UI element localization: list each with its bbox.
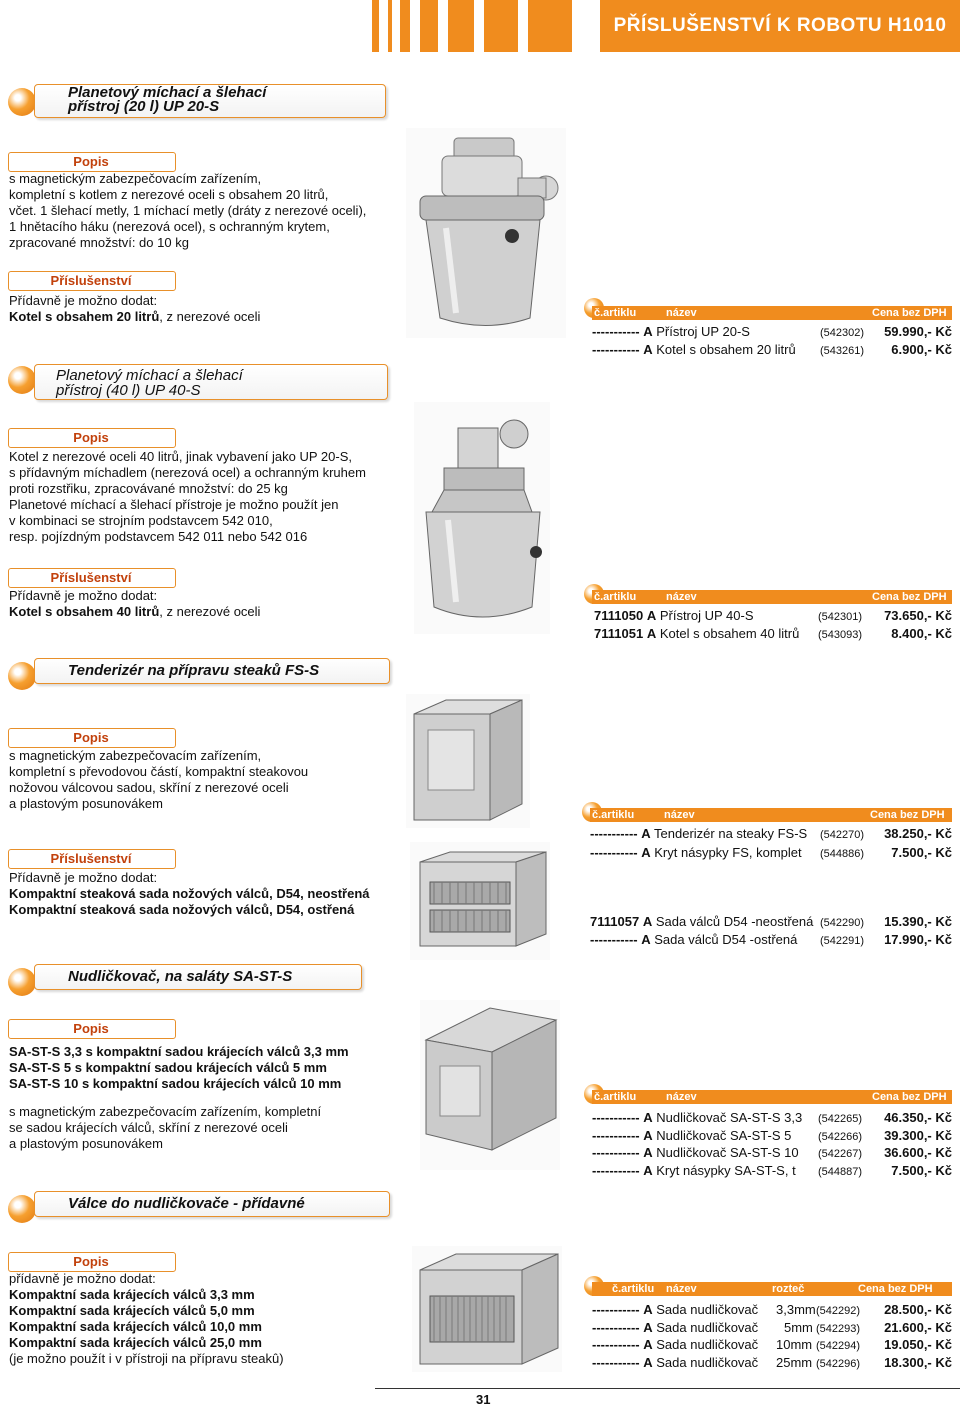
description: s magnetickým zabezpečovacím zařízením, kompletní se sadou krájecích válců, skříní z nerezové oceli a plastovým posunovákem bbox=[9, 1104, 322, 1151]
price-row: 7111057 A Sada válců D54 -neostřená (542290) 15.390,- Kč bbox=[590, 914, 952, 929]
accessory-text: Přídavně je možno dodat: Kotel s obsahem 20 litrů, z nerezové oceli bbox=[9, 293, 261, 324]
slicer-image bbox=[420, 1000, 560, 1170]
blade-set-image bbox=[410, 842, 550, 960]
cutting-rollers-image bbox=[412, 1246, 562, 1372]
mixer-up20-image bbox=[406, 128, 566, 338]
accessory-label: Příslušenství bbox=[50, 273, 132, 288]
section-title: Planetový míchací a šlehací přístroj (20 l) UP 20-S bbox=[68, 84, 267, 115]
price-row: 7111050 A Přístroj UP 40-S (542301) 73.650,- Kč bbox=[594, 608, 952, 623]
section-title: Tenderizér na přípravu steaků FS-S bbox=[68, 662, 320, 679]
popis-label: Popis bbox=[73, 730, 109, 745]
description-models: SA-ST-S 3,3 s kompaktní sadou krájecích válců 3,3 mm SA-ST-S 5 s kompaktní sadou krájecích válců 5 mm SA-ST-S 10 s kompaktní sadou krájecích válců 10 mm bbox=[9, 1044, 349, 1091]
accessory-text: Přídavně je možno dodat: Kompaktní steaková sada nožových válců, D54, neostřená Kompaktní steaková sada nožových válců, D54, ostřená bbox=[9, 870, 370, 917]
price-row: ----------- A Kotel s obsahem 20 litrů (543261) 6.900,- Kč bbox=[592, 342, 952, 357]
price-row: ----------- A Sada nudličkovač 25mm (542296) 18.300,- Kč bbox=[592, 1355, 952, 1370]
price-row: 7111051 A Kotel s obsahem 40 litrů (543093) 8.400,- Kč bbox=[594, 626, 952, 641]
page-number: 31 bbox=[476, 1392, 491, 1407]
accessory-label: Příslušenství bbox=[50, 570, 132, 585]
popis-label: Popis bbox=[73, 154, 109, 169]
tenderizer-image bbox=[406, 694, 530, 828]
price-table-header: č.artiklu název Cena bez DPH bbox=[590, 808, 952, 822]
price-row: ----------- A Kryt násypky FS, komplet (544886) 7.500,- Kč bbox=[590, 845, 952, 860]
section-title: Planetový míchací a šlehací přístroj (40 l) UP 40-S bbox=[56, 367, 243, 399]
mixer-up40-image bbox=[414, 402, 550, 634]
section-title: Válce do nudličkovače - přídavné bbox=[68, 1195, 305, 1212]
section-title: Nudličkovač, na saláty SA-ST-S bbox=[68, 968, 293, 985]
price-row: ----------- A Tenderizér na steaky FS-S (542270) 38.250,- Kč bbox=[590, 826, 952, 841]
price-row: ----------- A Přístroj UP 20-S (542302) 59.990,- Kč bbox=[592, 324, 952, 339]
price-row: ----------- A Sada válců D54 -ostřená (542291) 17.990,- Kč bbox=[590, 932, 952, 947]
section-bullet-icon bbox=[8, 88, 36, 116]
section-bullet-icon bbox=[8, 1195, 36, 1223]
section-bullet-icon bbox=[8, 662, 36, 690]
popis-label: Popis bbox=[73, 1021, 109, 1036]
price-row: ----------- A Kryt násypky SA-ST-S, t (544887) 7.500,- Kč bbox=[592, 1163, 952, 1178]
price-row: ----------- A Sada nudličkovač 3,3mm (542292) 28.500,- Kč bbox=[592, 1302, 952, 1317]
description: Kotel z nerezové oceli 40 litrů, jinak vybavení jako UP 20-S, s přídavným míchadlem (nerezová ocel) a ochranným kruhem proti rozstřiku, zpracovávané množství: do 25 kg Planetové míchací a šlehací přístroje je možno použít jen v kombinaci se strojním podstavcem 542 010, resp. pojízdným podstavcem 542 011 nebo 542 016 bbox=[9, 449, 366, 544]
accessory-label: Příslušenství bbox=[50, 851, 132, 866]
popis-label: Popis bbox=[73, 430, 109, 445]
price-table-header: č.artiklu název Cena bez DPH bbox=[592, 1090, 952, 1104]
page-title: PŘÍSLUŠENSTVÍ K ROBOTU H1010 bbox=[613, 15, 947, 36]
description: s magnetickým zabezpečovacím zařízením, kompletní s převodovou částí, kompaktní steakovou nožovou válcovou sadou, skříní z nerezové oceli a plastovým posunovákem bbox=[9, 748, 309, 811]
price-row: ----------- A Nudličkovač SA-ST-S 10 (542267) 36.600,- Kč bbox=[592, 1145, 952, 1160]
price-row: ----------- A Sada nudličkovač 10mm (542294) 19.050,- Kč bbox=[592, 1337, 952, 1352]
section-bullet-icon bbox=[8, 968, 36, 996]
section-bullet-icon bbox=[8, 366, 36, 394]
popis-label: Popis bbox=[73, 1254, 109, 1269]
description: přídavně je možno dodat: Kompaktní sada krájecích válců 3,3 mm Kompaktní sada krájecích válců 5,0 mm Kompaktní sada krájecích válců 10,0 mm Kompaktní sada krájecích válců 25,0 mm (je možno použít i v přístroji na přípravu steakû) bbox=[9, 1271, 284, 1366]
description: s magnetickým zabezpečovacím zařízením, kompletní s kotlem z nerezové oceli s obsahem 20 litrů, včet. 1 šlehací metly, 1 míchací metly (dráty z nerezové oceli), 1 hnětacího háku (nerezová ocel), s ochranným krytem, zpracované množství: do 10 kg bbox=[9, 171, 367, 250]
price-table-header: č.artiklu název Cena bez DPH bbox=[592, 306, 952, 320]
accessory-text: Přídavně je možno dodat: Kotel s obsahem 40 litrů, z nerezové oceli bbox=[9, 588, 261, 619]
price-row: ----------- A Sada nudličkovač 5mm (542293) 21.600,- Kč bbox=[592, 1320, 952, 1335]
price-table-header: č.artiklu název Cena bez DPH bbox=[592, 590, 952, 604]
footer-rule bbox=[375, 1388, 960, 1389]
price-row: ----------- A Nudličkovač SA-ST-S 5 (542266) 39.300,- Kč bbox=[592, 1128, 952, 1143]
price-row: ----------- A Nudličkovač SA-ST-S 3,3 (542265) 46.350,- Kč bbox=[592, 1110, 952, 1125]
price-table-header: č.artiklu název rozteč Cena bez DPH bbox=[592, 1282, 952, 1296]
